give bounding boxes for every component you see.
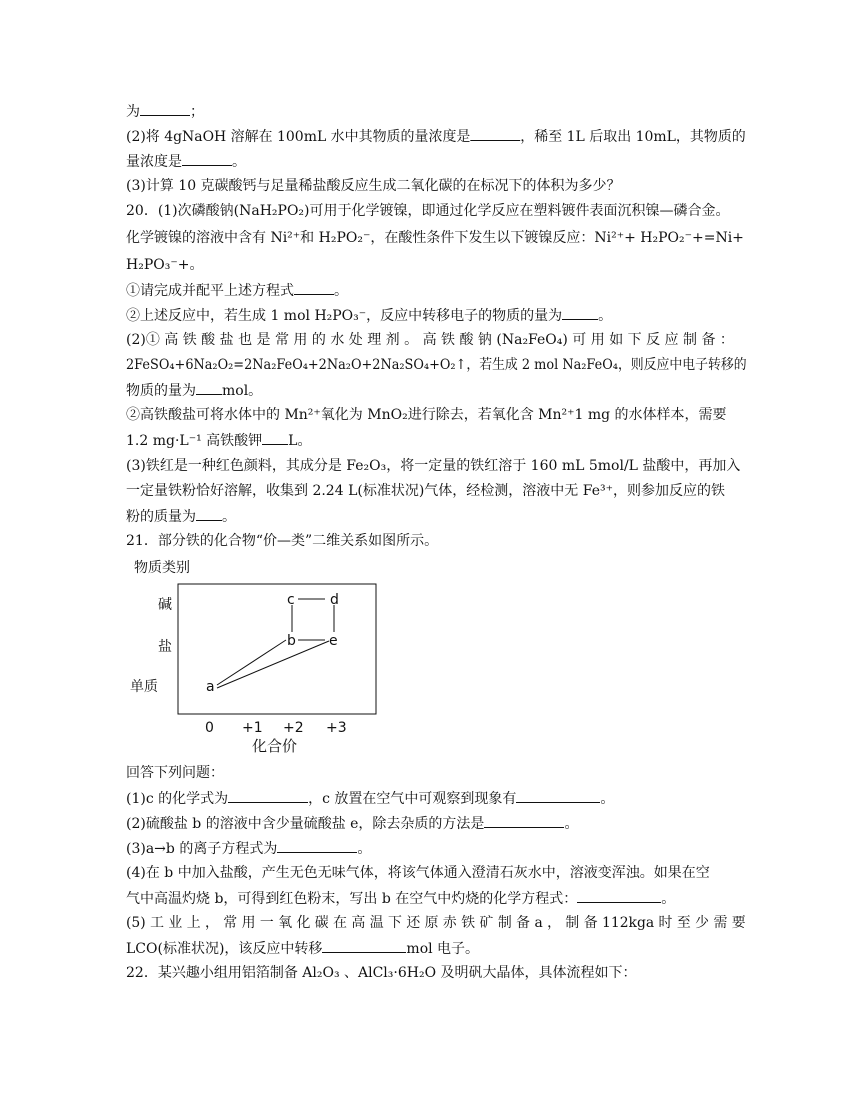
valence-category-diagram — [126, 552, 396, 762]
answer-blank[interactable] — [140, 101, 190, 116]
answer-blank[interactable] — [182, 151, 232, 166]
point-label-c: c — [287, 592, 295, 608]
text-line: 气中高温灼烧 b，可得到红色粉末，写出 b 在空气中灼烧的化学方程式： 。 — [126, 888, 746, 909]
question-text: (3)铁红是一种红色颜料，其成分是 Fe₂O₃，将一定量的铁红溶于 160 mL 5mol/L 盐酸中，再加入 — [126, 458, 741, 474]
text-line: 物质的量为 mol。 — [126, 380, 746, 401]
question-text: H₂PO₃⁻+。 — [126, 257, 204, 273]
question-text: 一定量铁粉恰好溶解，收集到 2.24 L(标准状况)气体，经检测，溶液中无 Fe³⁺，则参加反应的铁 — [126, 483, 725, 499]
y-category-label: 碱 — [158, 597, 172, 613]
answer-blank[interactable] — [470, 126, 520, 141]
text-line: LCO(标准状况)，该反应中转移 mol 电子。 — [126, 938, 746, 959]
x-tick-label: +1 — [242, 720, 263, 736]
point-label-b: b — [287, 633, 296, 649]
text-line: (2)硫酸盐 b 的溶液中含少量硫酸盐 e，除去杂质的方法是 。 — [126, 813, 746, 834]
question-text: (4)在 b 中加入盐酸，产生无色无味气体，将该气体通入澄清石灰水中，溶液变浑浊。如果在空 — [126, 865, 710, 881]
answer-blank[interactable] — [322, 938, 406, 953]
answer-blank[interactable] — [196, 506, 222, 521]
x-tick-label: +2 — [283, 720, 304, 736]
question-text: 回答下列问题： — [126, 765, 224, 781]
text-line: 量浓度是 。 — [126, 151, 746, 172]
answer-blank[interactable] — [228, 788, 308, 803]
text-line: (1)c 的化学式为 ，c 放置在空气中可观察到现象有 。 — [126, 788, 746, 809]
text-line: ①请完成并配平上述方程式 。 — [126, 280, 746, 301]
connector-a-b — [217, 640, 286, 685]
text-line: 粉的质量为 。 — [126, 506, 746, 527]
answer-blank[interactable] — [294, 280, 334, 295]
point-label-a: a — [206, 679, 215, 695]
text-line: (3)a→b 的离子方程式为 。 — [126, 838, 746, 859]
question-text: (2)① 高 铁 酸 盐 也 是 常 用 的 水 处 理 剂 。 高 铁 酸 钠 (Na₂FeO₄) 可 用 如 下 反 应 制 备 ： — [126, 332, 734, 348]
point-label-d: d — [330, 592, 339, 608]
question-text: (3)计算 10 克碳酸钙与足量稀盐酸反应生成二氧化碳的在标况下的体积为多少？ — [126, 178, 621, 194]
y-category-label: 盐 — [158, 639, 172, 655]
question-text: 21．部分铁的化合物“价—类”二维关系如图所示。 — [126, 533, 439, 549]
text-line: 1.2 mg·L⁻¹ 高铁酸钾 L。 — [126, 430, 746, 451]
question-text: 2FeSO₄+6Na₂O₂=2Na₂FeO₄+2Na₂O+2Na₂SO₄+O₂↑，若生成 2 mol Na₂FeO₄，则反应中电子转移的 — [126, 357, 747, 373]
answer-blank[interactable] — [262, 430, 288, 445]
text-line: 为 ； — [126, 101, 746, 122]
answer-blank[interactable] — [484, 813, 564, 828]
question-text: ②高铁酸盐可将水体中的 Mn²⁺氧化为 MnO₂进行除去，若氧化含 Mn²⁺1 mg 的水体样本，需要 — [126, 407, 727, 423]
answer-blank[interactable] — [196, 380, 222, 395]
y-axis-title: 物质类别 — [134, 560, 190, 576]
answer-blank[interactable] — [277, 838, 357, 853]
point-label-e: e — [329, 633, 338, 649]
question-text: 20．(1)次磷酸钠(NaH₂PO₂)可用于化学镀镍，即通过化学反应在塑料镀件表面沉积镍—磷合金。 — [126, 203, 730, 219]
question-text: 化学镀镍的溶液中含有 Ni²⁺和 H₂PO₂⁻，在酸性条件下发生以下镀镍反应：Ni²⁺+ H₂PO₂⁻+=Ni+ — [126, 230, 744, 246]
answer-blank[interactable] — [562, 305, 598, 320]
answer-blank[interactable] — [516, 788, 600, 803]
x-axis-title: 化合价 — [252, 737, 298, 755]
question-text: (5) 工 业 上 ， 常 用 一 氧 化 碳 在 高 温 下 还 原 赤 铁 矿 制 备 a ， 制 备 112kga 时 至 少 需 要 — [126, 915, 746, 931]
text-line: (2)将 4gNaOH 溶解在 100mL 水中其物质的量浓度是 ，稀至 1L 后取出 10mL，其物质的 — [126, 126, 745, 147]
answer-blank[interactable] — [577, 888, 661, 903]
y-category-label: 单质 — [130, 679, 158, 695]
question-text: 22．某兴趣小组用铝箔制备 Al₂O₃ 、AlCl₃·6H₂O 及明矾大晶体，具体流程如下： — [126, 965, 637, 981]
text-line: ②上述反应中，若生成 1 mol H₂PO₃⁻，反应中转移电子的物质的量为 。 — [126, 305, 746, 326]
x-tick-label: 0 — [205, 720, 214, 736]
x-tick-label: +3 — [326, 720, 347, 736]
